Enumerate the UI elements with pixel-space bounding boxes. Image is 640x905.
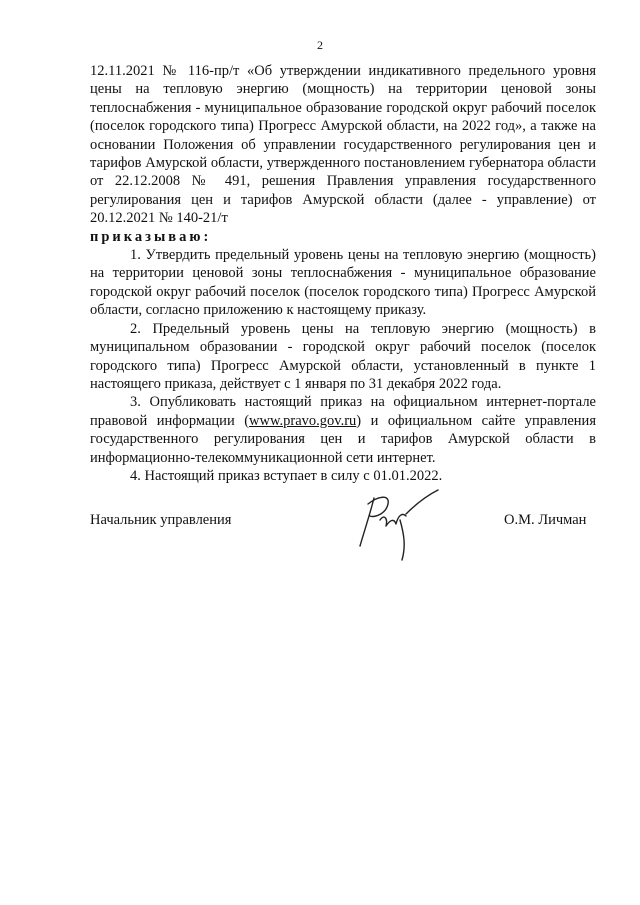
item-3-text-before: 3. Опубликовать настоящий приказ на официальном интернет-портале правовой информации ( bbox=[90, 394, 596, 429]
page-number: 2 bbox=[317, 38, 323, 52]
intro-paragraph: 12.11.2021 № 116-пр/т «Об утверждении индикативного предельного уровня цены на тепловую энергию (мощность) на территории ценовой зоны теплоснабжения - муниципальное образование городской округ рабочий поселок (поселок городского типа) Прогресс Амурской области, на 2022 год», а также на основании Положения об управлении государственного регулирования цен и тарифов Амурской области, утвержденного постановлением губернатора области от 22.12.2008 № 491, решения Правления управления государственного регулирования цен и тарифов Амурской области (далее - управление) от 20.12.2021 № 140-21/т bbox=[90, 63, 596, 227]
item-3 bbox=[90, 393, 596, 467]
item-1: 1. Утвердить предельный уровень цены на тепловую энергию (мощность) на территории ценовой зоны теплоснабжения - муниципальное образование городской округ рабочий поселок (поселок городского типа) Прогресс Амурской области, согласно приложению к настоящему приказу. bbox=[90, 247, 596, 319]
signatory-name: О.М. Личман bbox=[504, 512, 587, 528]
document-body bbox=[90, 62, 596, 485]
decree-heading: приказываю: bbox=[90, 228, 212, 245]
item-4: 4. Настоящий приказ вступает в силу с 01.01.2022. bbox=[130, 467, 443, 484]
item-3-text-after: ) и официальном сайте управления государственного регулирования цен и тарифов Амурской области в информационно-телекоммуникационной сети интернет. bbox=[90, 412, 596, 466]
handwritten-signature bbox=[344, 484, 440, 570]
signatory-title: Начальник управления bbox=[90, 512, 232, 528]
item-2: 2. Предельный уровень цены на тепловую энергию (мощность) в муниципальном образовании - городской округ рабочий поселок (поселок городского типа) Прогресс Амурской области, установленный в пункте 1 настоящего приказа, действует с 1 января по 31 декабря 2022 года. bbox=[90, 320, 596, 392]
pravo-link[interactable]: www.pravo.gov.ru bbox=[249, 412, 357, 429]
